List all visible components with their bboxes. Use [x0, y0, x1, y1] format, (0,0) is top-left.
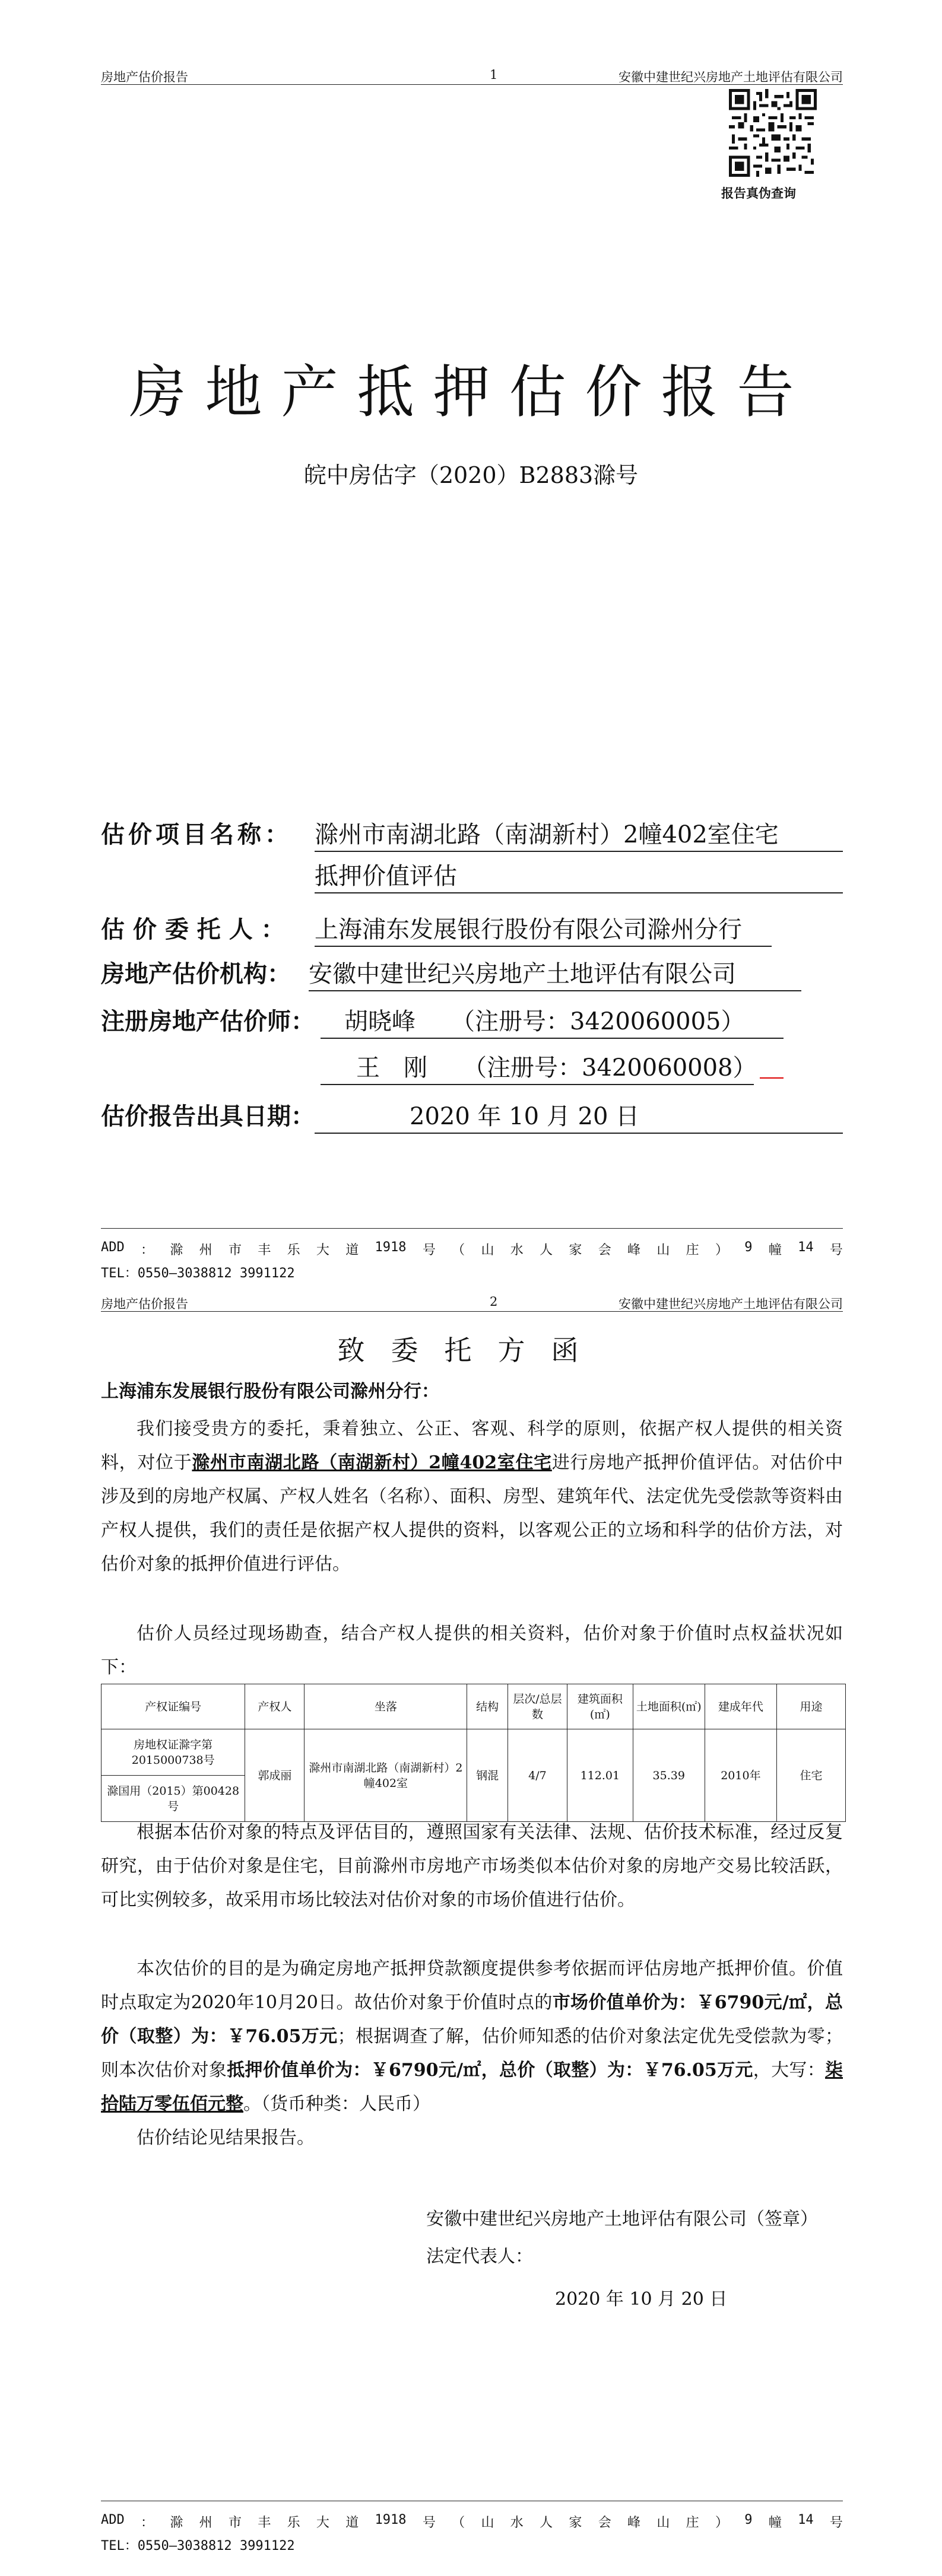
footer-address-part: 山: [481, 2515, 494, 2530]
footer-address-part: 14: [798, 2513, 814, 2527]
footer-address-part: （: [452, 2515, 465, 2530]
p1-property-address: 滁州市南湖北路（南湖新村）2幢402室住宅: [192, 1452, 552, 1473]
report-title: 房地产抵押估价报告: [129, 359, 813, 425]
table-header: 建成年代: [705, 1684, 776, 1729]
footer-address-part: 丰: [258, 1243, 271, 1258]
table-header: 产权人: [245, 1684, 305, 1729]
header-company-name: 安徽中建世纪兴房地产土地评估有限公司: [619, 70, 843, 84]
footer-address-line: [101, 1240, 843, 1258]
footer-address-part: ADD: [101, 2513, 125, 2527]
footer-address-line-2: [101, 2513, 843, 2531]
footer-address-part: 峰: [627, 1243, 641, 1258]
footer-address-part: 人: [540, 1243, 553, 1258]
cell-year: 2010年: [705, 1729, 776, 1822]
footer-address-part: 家: [569, 2515, 582, 2530]
letter-paragraph-1: [101, 1412, 843, 1581]
cell-floors: 4/7: [508, 1729, 567, 1822]
cell-structure: 钢混: [467, 1729, 508, 1822]
document-number: 皖中房估字（2020）B2883滁号: [303, 462, 639, 488]
p1-text-c: 进行房地产抵押价值评估。对估价中涉及到的房地产权属、产权人姓名（名称）、面积、房型、建筑年代、法定优先受偿款等资料由产权人提供，我们的责任是依据产权人提供的资料，以客观公正的立场和科学的估价方法，对估价对象的抵押价值进行评估。: [101, 1452, 843, 1575]
footer-address-part: 水: [510, 1243, 524, 1258]
report-date-label: 估价报告出具日期：: [101, 1102, 315, 1130]
footer-tel-2: TEL：0550—3038812 3991122: [101, 2539, 295, 2553]
footer-address-part: 乐: [287, 1243, 300, 1258]
footer-address-part: 庄: [686, 2515, 699, 2530]
cell-owner: 郭成丽: [245, 1729, 305, 1822]
footer-address-2: [101, 2513, 843, 2554]
footer-address-part: 市: [228, 1243, 242, 1258]
p4-text-c: ；根据调查了解，估价师知悉的估价对象法定优先受偿款为零；则本次估价对象: [101, 2026, 843, 2081]
table-row: [102, 1729, 846, 1776]
signature-company: 安徽中建世纪兴房地产土地评估有限公司（签章）: [426, 2209, 818, 2230]
footer-address-part: 山: [481, 1243, 494, 1258]
cell-building-area: 112.01: [567, 1729, 633, 1822]
client-label: 估 价 委 托 人 ：: [101, 915, 285, 943]
project-name-row: [101, 816, 843, 852]
header-rule: [101, 84, 843, 85]
footer-address-part: 号: [422, 1243, 436, 1258]
header-company-name-2: 安徽中建世纪兴房地产土地评估有限公司: [619, 1297, 843, 1311]
table-header: 产权证编号: [102, 1684, 245, 1729]
footer-address-part: ）: [715, 1243, 728, 1258]
footer-address-part: 大: [316, 1243, 329, 1258]
cell-cert-2: 滁国用（2015）第00428号: [102, 1776, 245, 1822]
agency-value: 安徽中建世纪兴房地产土地评估有限公司: [309, 955, 801, 991]
footer-address-part: ：: [141, 2515, 154, 2530]
footer-address-part: 家: [569, 1243, 582, 1258]
footer-address-part: 会: [598, 1243, 611, 1258]
footer-address-part: 州: [199, 1243, 212, 1258]
letter-title: 致委托方函: [337, 1334, 605, 1366]
header-report-name: 房地产估价报告: [101, 70, 188, 84]
footer-address-part: 1918: [375, 1240, 407, 1255]
footer-address-part: 9: [744, 2513, 753, 2527]
p4-mortgage-value: 抵押价值单价为：￥6790元/㎡，总价（取整）为：￥76.05万元: [227, 2060, 753, 2081]
header-rule-2: [101, 1311, 843, 1312]
footer-address-part: （: [452, 1243, 465, 1258]
footer-address-part: 丰: [258, 2515, 271, 2530]
letter-paragraph-4: [101, 1952, 843, 2121]
p4-text-g: 。（货币种类：人民币）: [243, 2094, 430, 2114]
property-table: [101, 1684, 846, 1822]
footer-address-part: ）: [715, 2515, 728, 2530]
p4-text-e: ，大写：: [753, 2060, 826, 2081]
footer-address-part: 人: [540, 2515, 553, 2530]
footer-address-part: 道: [345, 2515, 359, 2530]
letter-paragraph-5: 估价结论见结果报告。: [137, 2127, 315, 2148]
footer-address-part: 滁: [170, 2515, 183, 2530]
footer-address-part: 州: [199, 2515, 212, 2530]
signature-date: 2020 年 10 月 20 日: [555, 2289, 728, 2310]
footer-address-part: 9: [744, 1240, 753, 1255]
agency-row: [101, 955, 801, 991]
cell-land-area: 35.39: [633, 1729, 705, 1822]
letter-paragraph-2: 估价人员经过现场勘查，结合产权人提供的相关资料，估价对象于价值时点权益状况如下：: [101, 1623, 843, 1678]
table-header: 层次/总层数: [508, 1684, 567, 1729]
letter-paragraph-3: 根据本估价对象的特点及评估目的，遵照国家有关法律、法规、估价技术标准，经过反复研究，由于估价对象是住宅，目前滁州市房地产市场类似本估价对象的房地产交易比较活跃，可比实例较多，故采用市场比较法对估价对象的市场价值进行估价。: [101, 1822, 843, 1910]
footer-address-part: 幢: [768, 1243, 782, 1258]
appraiser-1: 胡晓峰 （注册号：3420060005）: [321, 1003, 784, 1039]
p1-text-a: 我们接受贵方的委托，秉着独立、公正、客观、科学的原则，依据产权人提供的相关资料，对位于: [101, 1419, 843, 1473]
p4-market-value: 市场价值单价为：￥6790元/㎡，总价（取整）为：￥76.05万元: [101, 1992, 843, 2047]
footer-address-part: 号: [829, 1243, 843, 1258]
report-date-value: 2020 年 10 月 20 日: [315, 1098, 843, 1134]
footer-address-part: ：: [141, 1243, 154, 1258]
footer-address-part: 会: [598, 2515, 611, 2530]
footer-address-part: 道: [345, 1243, 359, 1258]
cell-location: 滁州市南湖北路（南湖新村）2幢402室: [305, 1729, 467, 1822]
client-row: [101, 911, 772, 947]
footer-address-part: 号: [422, 2515, 436, 2530]
header-page-number-2: 2: [490, 1295, 498, 1309]
table-header: 建筑面积(㎡): [567, 1684, 633, 1729]
footer-address-part: 1918: [375, 2513, 407, 2527]
footer-address-part: 市: [228, 2515, 242, 2530]
footer-address-part: 滁: [170, 1243, 183, 1258]
footer-address-part: 山: [656, 1243, 670, 1258]
footer-address-part: 庄: [686, 1243, 699, 1258]
p4-amount-in-words: 柒拾陆万零伍佰元整: [101, 2060, 843, 2114]
footer-address-part: 山: [656, 2515, 670, 2530]
table-header: 坐落: [305, 1684, 467, 1729]
client-value: 上海浦东发展银行股份有限公司滁州分行: [315, 911, 772, 947]
footer-address-part: 14: [798, 1240, 814, 1255]
footer-address-part: ADD: [101, 1240, 125, 1255]
appraiser-2: 王 刚 （注册号：3420060008）: [321, 1049, 754, 1085]
footer-address-part: 水: [510, 2515, 524, 2530]
cell-usage: 住宅: [776, 1729, 845, 1822]
project-name-label: 估价项目名称：: [101, 820, 292, 848]
red-underline-mark: [760, 1077, 784, 1079]
project-name-value-2: 抵押价值评估: [315, 857, 843, 893]
footer-address-part: 号: [829, 2515, 843, 2530]
footer-address-part: 乐: [287, 2515, 300, 2530]
footer-address-part: 峰: [627, 2515, 641, 2530]
footer-address: [101, 1240, 843, 1281]
footer-tel: TEL：0550—3038812 3991122: [101, 1266, 295, 1281]
project-name-row-2: [315, 857, 843, 893]
appraiser-label: 注册房地产估价师：: [101, 1007, 315, 1035]
qr-caption: 报告真伪查询: [721, 186, 796, 201]
qr-code[interactable]: [729, 89, 817, 177]
cell-cert-1: 房地权证滁字第2015000738号: [102, 1729, 245, 1776]
letter-salutation: 上海浦东发展银行股份有限公司滁州分行：: [101, 1381, 439, 1402]
table-header-row: [102, 1684, 846, 1729]
project-name-value: 滁州市南湖北路（南湖新村）2幢402室住宅: [315, 816, 843, 852]
table-header: 土地面积(㎡): [633, 1684, 705, 1729]
table-header: 结构: [467, 1684, 508, 1729]
appraiser-row-1: [101, 1003, 784, 1039]
p4-text-a: 本次估价的目的是为确定房地产抵押贷款额度提供参考依据而评估房地产抵押价值。价值时点取定为2020年10月20日。故估价对象于价值时点的: [101, 1958, 843, 2013]
header-report-name-2: 房地产估价报告: [101, 1297, 188, 1311]
footer-address-part: 大: [316, 2515, 329, 2530]
footer-rule: [101, 1228, 843, 1229]
signature-representative: 法定代表人：: [426, 2246, 533, 2267]
header-page-number: 1: [490, 68, 498, 82]
footer-address-part: 幢: [768, 2515, 782, 2530]
report-date-row: [101, 1098, 843, 1134]
table-header: 用途: [776, 1684, 845, 1729]
agency-label: 房地产估价机构：: [101, 960, 291, 988]
appraiser-row-2: [321, 1049, 757, 1085]
